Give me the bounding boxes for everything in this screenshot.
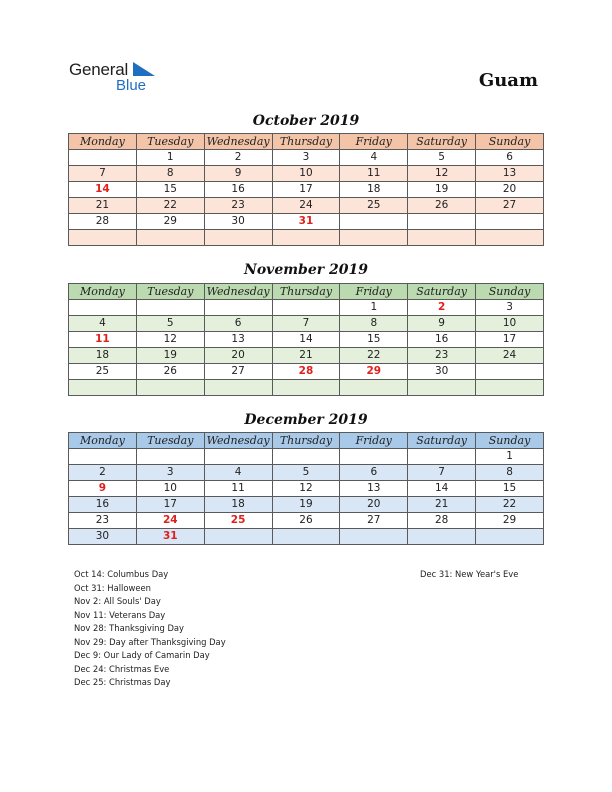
- week-row: [69, 348, 544, 364]
- day-cell: 9: [408, 316, 476, 332]
- logo-triangle-icon: [133, 62, 155, 78]
- weekday-header: Monday: [69, 284, 137, 300]
- day-cell: 2: [204, 150, 272, 166]
- week-row: [69, 513, 544, 529]
- empty-day-cell: [340, 449, 408, 465]
- month-title-november: November 2019: [244, 262, 368, 278]
- day-cell: 1: [340, 300, 408, 316]
- weekday-header: Saturday: [408, 284, 476, 300]
- day-cell: 17: [136, 497, 204, 513]
- day-cell: 2: [69, 465, 137, 481]
- day-cell: 30: [204, 214, 272, 230]
- empty-day-cell: [408, 529, 476, 545]
- day-cell: 9: [204, 166, 272, 182]
- day-cell: 7: [69, 166, 137, 182]
- weekday-header: Friday: [340, 134, 408, 150]
- week-row: [69, 380, 544, 396]
- day-cell: 5: [408, 150, 476, 166]
- day-cell: 26: [136, 364, 204, 380]
- week-row: [69, 497, 544, 513]
- day-cell: 16: [408, 332, 476, 348]
- day-cell: 21: [408, 497, 476, 513]
- day-cell: 5: [136, 316, 204, 332]
- day-cell: 19: [272, 497, 340, 513]
- empty-day-cell: [272, 449, 340, 465]
- empty-day-cell: [476, 364, 544, 380]
- logo-word-general: General: [69, 60, 129, 79]
- weekday-header: Sunday: [476, 433, 544, 449]
- empty-day-cell: [408, 230, 476, 246]
- day-cell: 31: [272, 214, 340, 230]
- day-cell: 23: [408, 348, 476, 364]
- weekday-header: Sunday: [476, 134, 544, 150]
- month-title-december: December 2019: [244, 412, 368, 428]
- empty-day-cell: [340, 214, 408, 230]
- day-cell: 21: [69, 198, 137, 214]
- day-cell: 11: [69, 332, 137, 348]
- day-cell: 20: [340, 497, 408, 513]
- empty-day-cell: [476, 380, 544, 396]
- day-cell: 25: [204, 513, 272, 529]
- empty-day-cell: [408, 380, 476, 396]
- weekday-header: Saturday: [408, 134, 476, 150]
- weekday-header: Thursday: [272, 433, 340, 449]
- day-cell: 29: [340, 364, 408, 380]
- weekday-header: Wednesday: [204, 134, 272, 150]
- day-cell: 3: [136, 465, 204, 481]
- day-cell: 20: [204, 348, 272, 364]
- calendar-october: [68, 133, 544, 246]
- day-cell: 1: [476, 449, 544, 465]
- weekday-header: Sunday: [476, 284, 544, 300]
- day-cell: 11: [340, 166, 408, 182]
- empty-day-cell: [408, 449, 476, 465]
- calendar-november: [68, 283, 544, 396]
- day-cell: 10: [136, 481, 204, 497]
- empty-day-cell: [69, 150, 137, 166]
- day-cell: 27: [204, 364, 272, 380]
- empty-day-cell: [204, 300, 272, 316]
- empty-day-cell: [476, 214, 544, 230]
- day-cell: 12: [136, 332, 204, 348]
- day-cell: 6: [204, 316, 272, 332]
- calendar-december: [68, 432, 544, 545]
- day-cell: 25: [69, 364, 137, 380]
- day-cell: 18: [69, 348, 137, 364]
- day-cell: 24: [136, 513, 204, 529]
- empty-day-cell: [69, 300, 137, 316]
- empty-day-cell: [204, 529, 272, 545]
- day-cell: 15: [136, 182, 204, 198]
- day-cell: 14: [69, 182, 137, 198]
- day-cell: 22: [476, 497, 544, 513]
- week-row: [69, 316, 544, 332]
- day-cell: 25: [340, 198, 408, 214]
- empty-day-cell: [69, 449, 137, 465]
- day-cell: 18: [204, 497, 272, 513]
- generalblue-logo: [69, 60, 169, 98]
- day-cell: 7: [272, 316, 340, 332]
- day-cell: 16: [69, 497, 137, 513]
- empty-day-cell: [476, 230, 544, 246]
- week-row: [69, 529, 544, 545]
- week-row: [69, 465, 544, 481]
- day-cell: 8: [476, 465, 544, 481]
- weekday-header: Saturday: [408, 433, 476, 449]
- day-cell: 13: [204, 332, 272, 348]
- day-cell: 6: [476, 150, 544, 166]
- day-cell: 24: [476, 348, 544, 364]
- empty-day-cell: [272, 529, 340, 545]
- empty-day-cell: [136, 380, 204, 396]
- week-row: [69, 300, 544, 316]
- day-cell: 11: [204, 481, 272, 497]
- day-cell: 4: [69, 316, 137, 332]
- day-cell: 5: [272, 465, 340, 481]
- empty-day-cell: [136, 449, 204, 465]
- day-cell: 6: [340, 465, 408, 481]
- week-row: [69, 364, 544, 380]
- day-cell: 8: [340, 316, 408, 332]
- day-cell: 14: [408, 481, 476, 497]
- day-cell: 31: [136, 529, 204, 545]
- holiday-list-right: [420, 568, 518, 582]
- empty-day-cell: [272, 380, 340, 396]
- day-cell: 27: [340, 513, 408, 529]
- day-cell: 1: [136, 150, 204, 166]
- holiday-item: Nov 11: Veterans Day: [74, 609, 166, 620]
- week-row: [69, 481, 544, 497]
- day-cell: 28: [272, 364, 340, 380]
- week-row: [69, 198, 544, 214]
- day-cell: 10: [272, 166, 340, 182]
- empty-day-cell: [204, 380, 272, 396]
- day-cell: 12: [408, 166, 476, 182]
- empty-day-cell: [69, 230, 137, 246]
- day-cell: 8: [136, 166, 204, 182]
- day-cell: 15: [476, 481, 544, 497]
- weekday-header: Thursday: [272, 134, 340, 150]
- holiday-item: Dec 31: New Year's Eve: [420, 569, 519, 579]
- day-cell: 18: [340, 182, 408, 198]
- week-row: [69, 166, 544, 182]
- empty-day-cell: [476, 529, 544, 545]
- day-cell: 27: [476, 198, 544, 214]
- day-cell: 15: [340, 332, 408, 348]
- empty-day-cell: [204, 449, 272, 465]
- logo-word-blue: Blue: [116, 77, 147, 94]
- holiday-item: Oct 14: Columbus Day: [74, 569, 169, 579]
- weekday-header: Tuesday: [136, 433, 204, 449]
- weekday-header: Tuesday: [136, 284, 204, 300]
- day-cell: 2: [408, 300, 476, 316]
- day-cell: 26: [408, 198, 476, 214]
- empty-day-cell: [69, 380, 137, 396]
- day-cell: 30: [69, 529, 137, 545]
- day-cell: 13: [340, 481, 408, 497]
- day-cell: 9: [69, 481, 137, 497]
- day-cell: 4: [204, 465, 272, 481]
- day-cell: 4: [340, 150, 408, 166]
- day-cell: 14: [272, 332, 340, 348]
- day-cell: 3: [476, 300, 544, 316]
- day-cell: 23: [204, 198, 272, 214]
- weekday-header: Friday: [340, 284, 408, 300]
- empty-day-cell: [136, 230, 204, 246]
- day-cell: 22: [340, 348, 408, 364]
- day-cell: 22: [136, 198, 204, 214]
- week-row: [69, 332, 544, 348]
- weekday-header: Tuesday: [136, 134, 204, 150]
- empty-day-cell: [340, 230, 408, 246]
- empty-day-cell: [272, 300, 340, 316]
- empty-day-cell: [136, 300, 204, 316]
- weekday-header: Monday: [69, 134, 137, 150]
- holiday-item: Dec 9: Our Lady of Camarin Day: [74, 650, 210, 660]
- holiday-item: Nov 2: All Souls' Day: [74, 596, 161, 606]
- day-cell: 3: [272, 150, 340, 166]
- day-cell: 28: [69, 214, 137, 230]
- empty-day-cell: [408, 214, 476, 230]
- week-row: [69, 230, 544, 246]
- month-title-october: October 2019: [252, 113, 360, 129]
- day-cell: 29: [476, 513, 544, 529]
- empty-day-cell: [204, 230, 272, 246]
- day-cell: 26: [272, 513, 340, 529]
- holiday-item: Oct 31: Halloween: [74, 582, 151, 593]
- holiday-item: Dec 25: Christmas Day: [74, 677, 171, 687]
- day-cell: 13: [476, 166, 544, 182]
- week-row: [69, 449, 544, 465]
- day-cell: 17: [272, 182, 340, 198]
- day-cell: 10: [476, 316, 544, 332]
- empty-day-cell: [340, 529, 408, 545]
- day-cell: 19: [408, 182, 476, 198]
- day-cell: 19: [136, 348, 204, 364]
- week-row: [69, 214, 544, 230]
- holiday-item: Nov 29: Day after Thanksgiving Day: [74, 636, 226, 647]
- day-cell: 28: [408, 513, 476, 529]
- holiday-item: Nov 28: Thanksgiving Day: [74, 623, 184, 633]
- week-row: [69, 150, 544, 166]
- day-cell: 30: [408, 364, 476, 380]
- weekday-header: Thursday: [272, 284, 340, 300]
- empty-day-cell: [272, 230, 340, 246]
- weekday-header: Wednesday: [204, 433, 272, 449]
- empty-day-cell: [340, 380, 408, 396]
- day-cell: 16: [204, 182, 272, 198]
- day-cell: 17: [476, 332, 544, 348]
- week-row: [69, 182, 544, 198]
- weekday-header: Wednesday: [204, 284, 272, 300]
- day-cell: 29: [136, 214, 204, 230]
- day-cell: 21: [272, 348, 340, 364]
- holiday-list: [74, 568, 226, 690]
- day-cell: 7: [408, 465, 476, 481]
- day-cell: 23: [69, 513, 137, 529]
- weekday-header: Friday: [340, 433, 408, 449]
- day-cell: 24: [272, 198, 340, 214]
- weekday-header: Monday: [69, 433, 137, 449]
- country-title: Guam: [478, 70, 538, 91]
- holiday-item: Dec 24: Christmas Eve: [74, 663, 170, 674]
- day-cell: 20: [476, 182, 544, 198]
- day-cell: 12: [272, 481, 340, 497]
